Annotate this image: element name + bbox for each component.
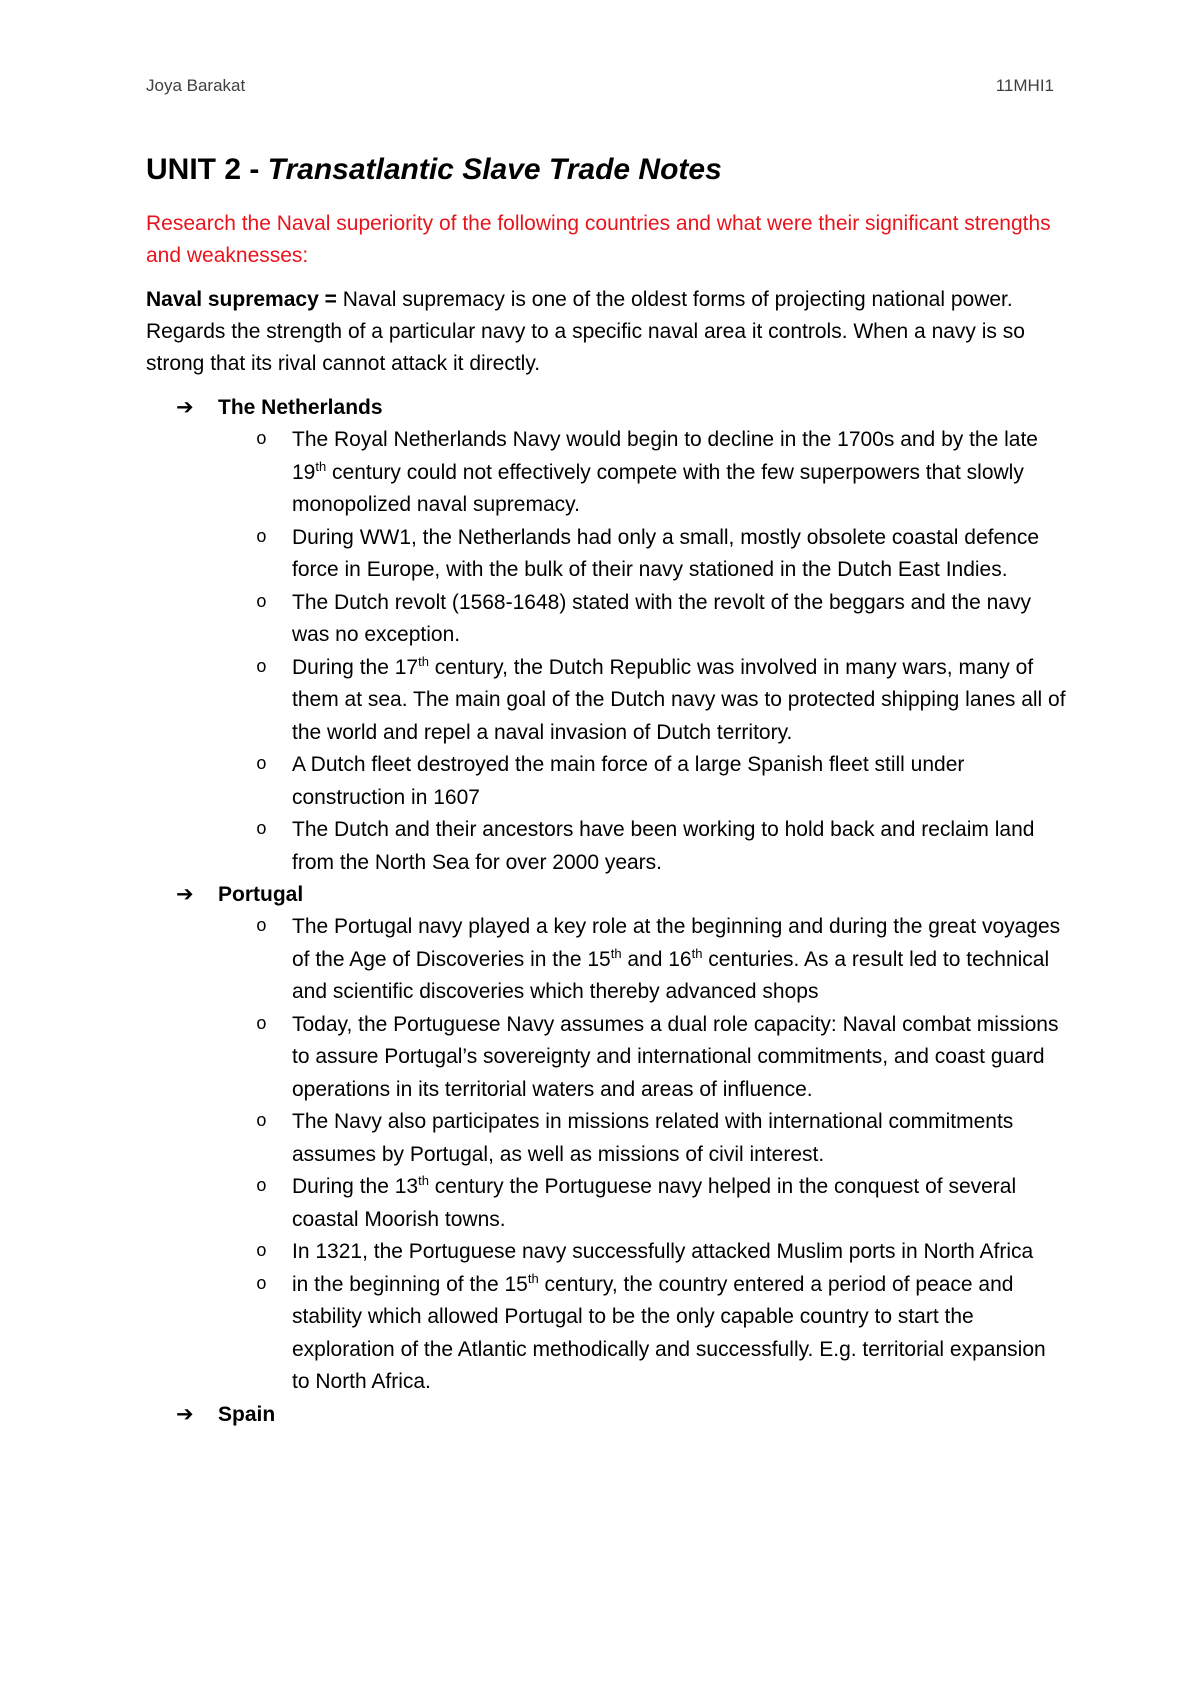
country-sections [146, 392, 1066, 1431]
definition-term: Naval supremacy = [146, 288, 343, 311]
list-item [146, 911, 1066, 1009]
page-header [146, 76, 1054, 100]
list-item-text: century, the country entered a period of peace and stability which allowed Portugal to be the only capable country to start the exploration of the Atlantic methodically and successfully. E.g. territorial expansion to North Africa. [292, 1272, 1046, 1393]
list-item-text: The Navy also participates in missions related with international commitments assumes by Portugal, as well as missions of civil interest. [292, 1110, 1014, 1166]
section-heading-label: Spain [218, 1402, 276, 1426]
course-code: 11MHI1 [995, 76, 1054, 95]
circle-bullet-icon: o [256, 657, 267, 678]
list-item [146, 1009, 1066, 1107]
author-name: Joya Barakat [146, 76, 246, 95]
circle-bullet-icon: o [256, 1112, 267, 1132]
arrow-right-icon: ➔ [176, 883, 194, 906]
circle-bullet-icon: o [256, 430, 267, 450]
list-item-text: During WW1, the Netherlands had only a small, mostly obsolete coastal defence force in Europe, with the bulk of their navy stationed in the Dutch East Indies. [292, 525, 1040, 581]
section-heading [146, 1399, 1066, 1431]
arrow-right-icon: ➔ [176, 1402, 194, 1426]
ordinal-suffix: th [418, 1173, 429, 1188]
list-item [146, 814, 1066, 879]
circle-bullet-icon: o [256, 755, 267, 775]
list-item-text: A Dutch fleet destroyed the main force of a large Spanish fleet still under construction in 1607 [292, 753, 965, 809]
list-item-text: in the beginning of the 15 [292, 1272, 528, 1296]
list-item-text: Today, the Portuguese Navy assumes a dual role capacity: Naval combat missions to assure Portugal’s sovereignty and international commitments, and coast guard operations in its territorial waters and areas of influence. [292, 1012, 1059, 1101]
research-instruction: Research the Naval superiority of the following countries and what were their significant strengths and weaknesses: [146, 212, 1051, 267]
list-item [146, 522, 1066, 587]
list-item [146, 749, 1066, 814]
list-item-text: During the 17 [292, 655, 419, 679]
ordinal-suffix: th [527, 1270, 539, 1286]
list-item-text: The Dutch revolt (1568-1648) stated with the revolt of the beggars and the navy was no exception. [292, 590, 1031, 646]
section-heading [146, 392, 1066, 424]
list-item-text: centuries. As a result led to technical and scientific discoveries which thereby advanced shops [292, 947, 1050, 1003]
list-item-text: The Royal Netherlands Navy would begin to decline in the 1700s and by the late 19 [292, 428, 1038, 484]
circle-bullet-icon: o [256, 820, 267, 840]
list-item-text: century the Portuguese navy helped in the conquest of several coastal Moorish towns. [292, 1175, 1017, 1231]
ordinal-suffix: th [418, 653, 429, 669]
circle-bullet-icon: o [256, 1242, 267, 1262]
page-title [146, 150, 1066, 190]
circle-bullet-icon: o [256, 1177, 267, 1197]
list-item-text: The Dutch and their ancestors have been working to hold back and reclaim land from the North Sea for over 2000 years. [292, 818, 1035, 874]
list-item [146, 1236, 1066, 1269]
document-body [146, 150, 1066, 1431]
list-item [146, 424, 1066, 522]
list-item [146, 1106, 1066, 1171]
section-heading-label: Portugal [218, 883, 304, 906]
list-item [146, 587, 1066, 652]
title-italic: Transatlantic Slave Trade Notes [267, 153, 722, 186]
section-the-netherlands [146, 392, 1066, 879]
list-item-text: century, the Dutch Republic was involved in many wars, many of them at sea. The main goal of the Dutch navy was to protected shipping lanes all of the world and repel a naval invasion of Dutch territory. [292, 655, 1066, 744]
list-item-text: The Portugal navy played a key role at the beginning and during the great voyages of the Age of Discoveries in the 15 [292, 915, 1061, 971]
ordinal-suffix: th [315, 458, 327, 474]
section-heading-label: The Netherlands [218, 396, 383, 419]
list-item [146, 652, 1066, 750]
section-portugal [146, 879, 1066, 1399]
arrow-right-icon: ➔ [176, 396, 194, 419]
bullet-list [146, 911, 1066, 1399]
bullet-list [146, 424, 1066, 879]
list-item-text: and 16 [621, 947, 692, 971]
circle-bullet-icon: o [256, 917, 267, 937]
ordinal-suffix: th [610, 945, 622, 961]
title-prefix: UNIT 2 - [146, 153, 268, 186]
list-item [146, 1269, 1066, 1399]
definition-paragraph [146, 284, 1066, 380]
section-heading [146, 879, 1066, 911]
circle-bullet-icon: o [256, 1014, 267, 1035]
circle-bullet-icon: o [256, 527, 267, 548]
circle-bullet-icon: o [256, 1274, 267, 1295]
circle-bullet-icon: o [256, 592, 267, 613]
list-item-text: During the 13 [292, 1175, 419, 1198]
ordinal-suffix: th [691, 945, 703, 961]
definition-text: Naval supremacy is one of the oldest forms of projecting national power. Regards the strength of a particular navy to a specific naval area it controls. When a navy is so strong that its rival cannot attack it directly. [146, 288, 1025, 375]
list-item-text: century could not effectively compete with the few superpowers that slowly monopolized naval supremacy. [292, 460, 1024, 516]
list-item [146, 1171, 1066, 1236]
list-item-text: In 1321, the Portuguese navy successfully attacked Muslim ports in North Africa [292, 1240, 1034, 1263]
section-spain [146, 1399, 1066, 1431]
